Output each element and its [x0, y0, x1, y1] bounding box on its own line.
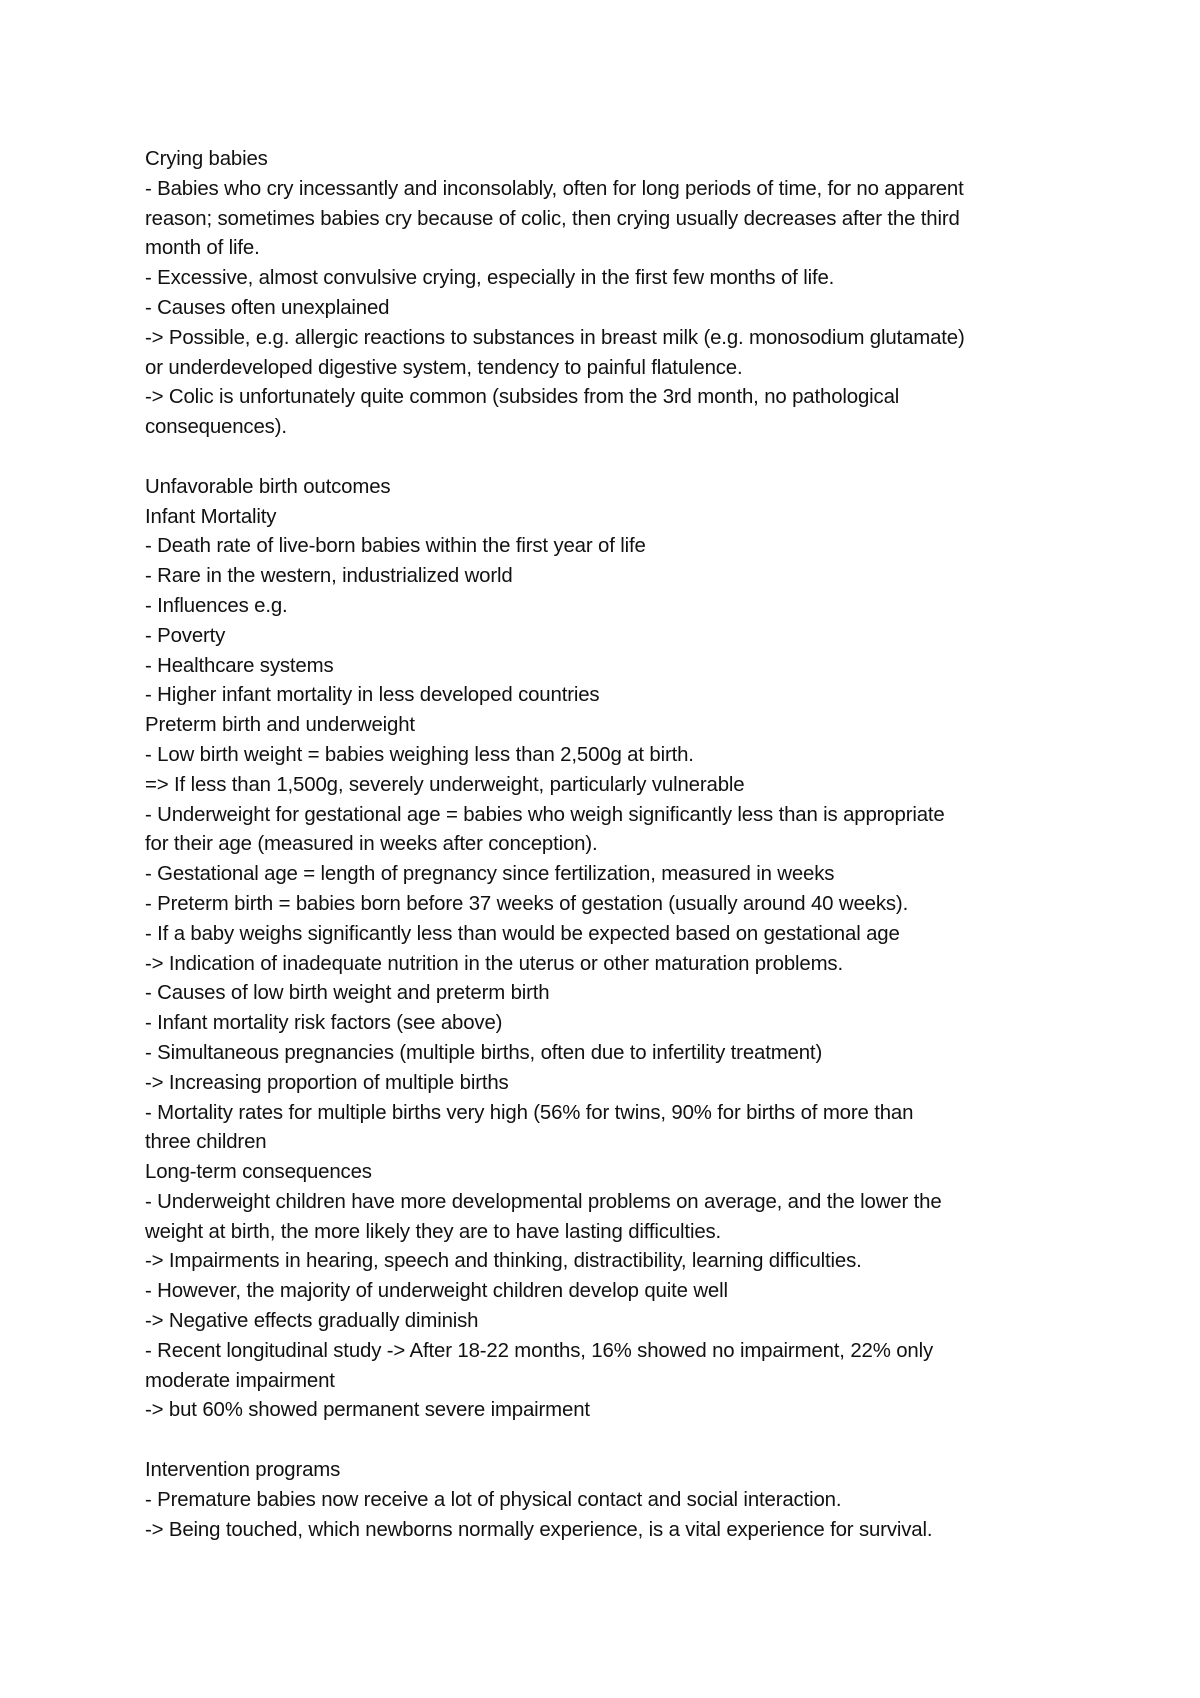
- text-line: - If a baby weighs significantly less than would be expected based on gestational age: [145, 922, 900, 945]
- text-line: - Gestational age = length of pregnancy since fertilization, measured in weeks: [145, 863, 835, 886]
- blank-line: [145, 1426, 1085, 1456]
- text-line: Long-term consequences: [145, 1161, 372, 1184]
- text-line: three children: [145, 1131, 267, 1154]
- text-line: - Recent longitudinal study -> After 18-22 months, 16% showed no impairment, 22% only: [145, 1339, 934, 1362]
- text-line: -> Possible, e.g. allergic reactions to substances in breast milk (e.g. monosodium glutamate): [145, 326, 965, 349]
- text-line: - Low birth weight = babies weighing less than 2,500g at birth.: [145, 743, 694, 766]
- text-line: - Causes often unexplained: [145, 296, 390, 319]
- text-line: weight at birth, the more likely they are to have lasting difficulties.: [145, 1220, 722, 1243]
- text-line: - Higher infant mortality in less developed countries: [145, 684, 600, 707]
- text-line: - Excessive, almost convulsive crying, especially in the first few months of life.: [145, 267, 835, 290]
- text-line: -> Impairments in hearing, speech and thinking, distractibility, learning difficulties.: [145, 1250, 862, 1273]
- text-line: - Poverty: [145, 624, 226, 647]
- text-line: - Preterm birth = babies born before 37 weeks of gestation (usually around 40 weeks).: [145, 892, 909, 915]
- document-body: [145, 145, 1085, 1545]
- text-line: or underdeveloped digestive system, tendency to painful flatulence.: [145, 356, 743, 379]
- text-line: for their age (measured in weeks after conception).: [145, 833, 598, 856]
- text-line: - Simultaneous pregnancies (multiple births, often due to infertility treatment): [145, 1041, 823, 1064]
- text-line: - Babies who cry incessantly and inconsolably, often for long periods of time, for no apparent: [145, 177, 964, 200]
- text-line: - Rare in the western, industrialized world: [145, 565, 513, 588]
- blank-line: [145, 443, 1085, 473]
- text-line: -> Being touched, which newborns normally experience, is a vital experience for survival.: [145, 1518, 933, 1541]
- text-line: moderate impairment: [145, 1369, 335, 1392]
- text-line: - Infant mortality risk factors (see above): [145, 1012, 503, 1035]
- text-line: -> Colic is unfortunately quite common (subsides from the 3rd month, no pathological: [145, 386, 900, 409]
- text-line: - Premature babies now receive a lot of physical contact and social interaction.: [145, 1488, 842, 1511]
- text-line: -> Increasing proportion of multiple births: [145, 1071, 509, 1094]
- text-line: - Healthcare systems: [145, 654, 334, 677]
- text-line: Crying babies: [145, 148, 268, 170]
- text-line: - However, the majority of underweight children develop quite well: [145, 1280, 728, 1303]
- text-line: reason; sometimes babies cry because of colic, then crying usually decreases after the third: [145, 207, 960, 230]
- text-line: - Underweight children have more developmental problems on average, and the lower the: [145, 1190, 942, 1213]
- text-line: consequences).: [145, 416, 287, 439]
- text-line: Infant Mortality: [145, 505, 277, 528]
- text-line: - Mortality rates for multiple births very high (56% for twins, 90% for births of more than: [145, 1101, 914, 1124]
- text-line: - Underweight for gestational age = babies who weigh significantly less than is appropriate: [145, 803, 945, 826]
- text-line: Intervention programs: [145, 1459, 341, 1482]
- text-line: Preterm birth and underweight: [145, 714, 415, 737]
- text-line: -> Negative effects gradually diminish: [145, 1310, 479, 1333]
- text-line: - Influences e.g.: [145, 594, 288, 617]
- text-line: Unfavorable birth outcomes: [145, 475, 391, 498]
- text-line: month of life.: [145, 237, 260, 260]
- text-line: => If less than 1,500g, severely underweight, particularly vulnerable: [145, 773, 745, 796]
- text-line: -> Indication of inadequate nutrition in the uterus or other maturation problems.: [145, 952, 843, 975]
- text-line: -> but 60% showed permanent severe impairment: [145, 1399, 590, 1422]
- text-line: - Death rate of live-born babies within the first year of life: [145, 535, 646, 558]
- text-line: - Causes of low birth weight and preterm birth: [145, 982, 550, 1005]
